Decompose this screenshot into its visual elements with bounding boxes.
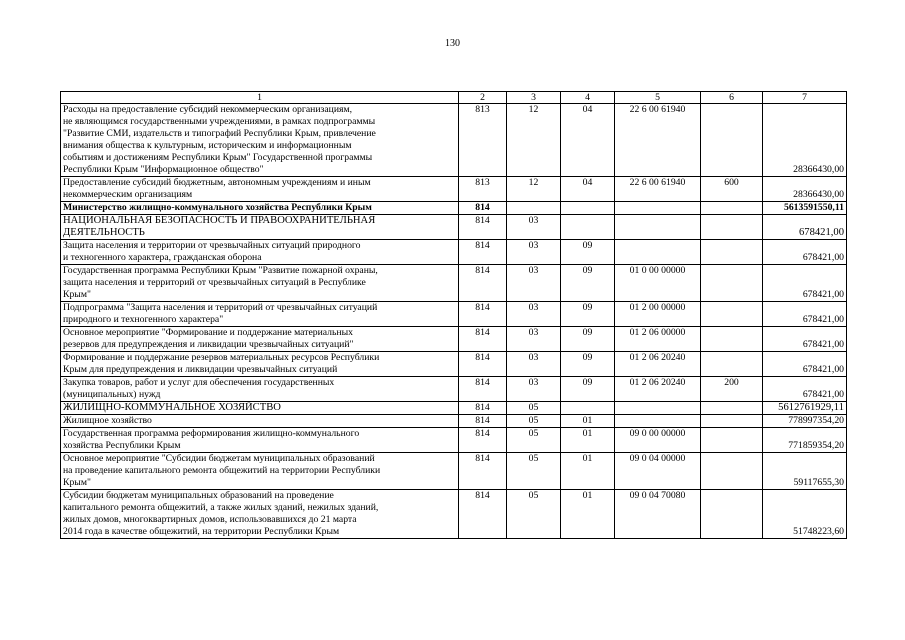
table-row [61, 327, 847, 352]
cell-expense-type [701, 402, 763, 415]
cell-grbs: 814 [459, 327, 507, 352]
cell-amount: 5612761929,11 [763, 402, 847, 415]
table-row [61, 215, 847, 240]
cell-subsection [561, 402, 615, 415]
cell-target-article: 01 2 00 00000 [615, 302, 701, 327]
cell-name: Формирование и поддержание резервов материальных ресурсов Республики Крым для предупреждения и ликвидации чрезвычайных ситуаций [61, 352, 459, 377]
cell-section: 05 [507, 402, 561, 415]
cell-target-article [615, 215, 701, 240]
cell-name: Основное мероприятие "Субсидии бюджетам муниципальных образований на проведение капитального ремонта общежитий на территории Республики Крым" [61, 453, 459, 490]
cell-amount: 778997354,20 [763, 415, 847, 428]
cell-subsection: 01 [561, 415, 615, 428]
cell-grbs: 814 [459, 240, 507, 265]
cell-amount: 678421,00 [763, 352, 847, 377]
cell-name: НАЦИОНАЛЬНАЯ БЕЗОПАСНОСТЬ И ПРАВООХРАНИТЕЛЬНАЯ ДЕЯТЕЛЬНОСТЬ [61, 215, 459, 240]
cell-grbs: 813 [459, 177, 507, 202]
cell-expense-type [701, 202, 763, 215]
cell-name: Расходы на предоставление субсидий некоммерческим организациям, не являющимся государственными учреждениями, в рамках подпрограммы "Развитие СМИ, издательств и типографий Республики Крым, привлечение внимания общества к культурным, историческим и информационным событиям и достижениям Республики Крым" Государственной программы Республики Крым "Информационное общество" [61, 104, 459, 177]
cell-subsection [561, 215, 615, 240]
cell-target-article: 22 6 00 61940 [615, 104, 701, 177]
table-body [61, 92, 847, 539]
table-row [61, 265, 847, 302]
cell-name: Подпрограмма "Защита населения и территорий от чрезвычайных ситуаций природного и техногенного характера" [61, 302, 459, 327]
cell-target-article: 09 0 04 70080 [615, 490, 701, 539]
cell-expense-type [701, 352, 763, 377]
cell-section: 03 [507, 302, 561, 327]
cell-amount: 771859354,20 [763, 428, 847, 453]
header-cell-2: 2 [459, 92, 507, 104]
cell-target-article [615, 415, 701, 428]
cell-grbs: 814 [459, 302, 507, 327]
cell-grbs: 814 [459, 490, 507, 539]
cell-grbs: 814 [459, 215, 507, 240]
table-row [61, 490, 847, 539]
cell-name: Закупка товаров, работ и услуг для обеспечения государственных (муниципальных) нужд [61, 377, 459, 402]
cell-target-article: 09 0 04 00000 [615, 453, 701, 490]
cell-amount: 678421,00 [763, 265, 847, 302]
cell-grbs: 814 [459, 415, 507, 428]
cell-expense-type [701, 415, 763, 428]
cell-amount: 678421,00 [763, 215, 847, 240]
cell-grbs: 814 [459, 352, 507, 377]
table-row [61, 177, 847, 202]
cell-expense-type [701, 240, 763, 265]
cell-amount: 678421,00 [763, 240, 847, 265]
cell-expense-type [701, 215, 763, 240]
cell-name: Основное мероприятие "Формирование и поддержание материальных резервов для предупреждения и ликвидации чрезвычайных ситуаций" [61, 327, 459, 352]
cell-name: Государственная программа реформирования жилищно-коммунального хозяйства Республики Крым [61, 428, 459, 453]
table-row [61, 302, 847, 327]
cell-expense-type: 600 [701, 177, 763, 202]
header-cell-3: 3 [507, 92, 561, 104]
cell-expense-type [701, 327, 763, 352]
header-cell-4: 4 [561, 92, 615, 104]
cell-section: 12 [507, 177, 561, 202]
table-row [61, 377, 847, 402]
cell-subsection: 04 [561, 177, 615, 202]
cell-expense-type [701, 104, 763, 177]
cell-expense-type [701, 453, 763, 490]
cell-subsection: 09 [561, 240, 615, 265]
cell-section: 03 [507, 240, 561, 265]
cell-expense-type: 200 [701, 377, 763, 402]
cell-name: Субсидии бюджетам муниципальных образований на проведение капитального ремонта общежитий, а также жилых зданий, нежилых зданий, жилых домов, многоквартирных домов, использовавшихся до 21 марта 2014 года в качестве общежитий, на территории Республики Крым [61, 490, 459, 539]
cell-expense-type [701, 428, 763, 453]
cell-name: Министерство жилищно-коммунального хозяйства Республики Крым [61, 202, 459, 215]
cell-section [507, 202, 561, 215]
table-row [61, 402, 847, 415]
cell-name: Государственная программа Республики Крым "Развитие пожарной охраны, защита населения и территорий от чрезвычайных ситуаций в Республике Крым" [61, 265, 459, 302]
cell-subsection: 01 [561, 490, 615, 539]
cell-amount: 28366430,00 [763, 177, 847, 202]
cell-target-article [615, 240, 701, 265]
cell-target-article: 01 2 06 20240 [615, 352, 701, 377]
header-cell-6: 6 [701, 92, 763, 104]
cell-amount: 678421,00 [763, 377, 847, 402]
cell-expense-type [701, 302, 763, 327]
cell-subsection: 09 [561, 352, 615, 377]
cell-amount: 678421,00 [763, 302, 847, 327]
cell-subsection: 09 [561, 327, 615, 352]
table-row [61, 240, 847, 265]
cell-amount: 5613591550,11 [763, 202, 847, 215]
budget-table [60, 91, 847, 539]
cell-target-article: 01 2 06 00000 [615, 327, 701, 352]
cell-target-article: 01 0 00 00000 [615, 265, 701, 302]
header-cell-7: 7 [763, 92, 847, 104]
cell-section: 03 [507, 215, 561, 240]
table-row [61, 202, 847, 215]
cell-section: 03 [507, 377, 561, 402]
cell-name: ЖИЛИЩНО-КОММУНАЛЬНОЕ ХОЗЯЙСТВО [61, 402, 459, 415]
cell-name: Защита населения и территории от чрезвычайных ситуаций природного и техногенного характера, гражданская оборона [61, 240, 459, 265]
cell-section: 03 [507, 265, 561, 302]
cell-section: 05 [507, 415, 561, 428]
table-row [61, 104, 847, 177]
cell-amount: 59117655,30 [763, 453, 847, 490]
cell-target-article: 01 2 06 20240 [615, 377, 701, 402]
cell-grbs: 814 [459, 265, 507, 302]
cell-grbs: 813 [459, 104, 507, 177]
cell-target-article [615, 402, 701, 415]
cell-target-article: 09 0 00 00000 [615, 428, 701, 453]
header-cell-5: 5 [615, 92, 701, 104]
cell-section: 05 [507, 490, 561, 539]
cell-expense-type [701, 265, 763, 302]
cell-amount: 678421,00 [763, 327, 847, 352]
cell-amount: 28366430,00 [763, 104, 847, 177]
cell-name: Жилищное хозяйство [61, 415, 459, 428]
table-row [61, 428, 847, 453]
cell-expense-type [701, 490, 763, 539]
table-row [61, 415, 847, 428]
cell-subsection: 09 [561, 377, 615, 402]
cell-subsection: 04 [561, 104, 615, 177]
cell-subsection: 09 [561, 265, 615, 302]
cell-grbs: 814 [459, 428, 507, 453]
cell-amount: 51748223,60 [763, 490, 847, 539]
cell-section: 05 [507, 453, 561, 490]
cell-name: Предоставление субсидий бюджетным, автономным учреждениям и иным некоммерческим организациям [61, 177, 459, 202]
cell-section: 03 [507, 327, 561, 352]
cell-target-article [615, 202, 701, 215]
cell-grbs: 814 [459, 377, 507, 402]
cell-grbs: 814 [459, 453, 507, 490]
cell-target-article: 22 6 00 61940 [615, 177, 701, 202]
cell-section: 12 [507, 104, 561, 177]
cell-subsection: 01 [561, 428, 615, 453]
cell-subsection: 01 [561, 453, 615, 490]
table-row [61, 352, 847, 377]
cell-subsection: 09 [561, 302, 615, 327]
cell-grbs: 814 [459, 202, 507, 215]
cell-section: 05 [507, 428, 561, 453]
cell-grbs: 814 [459, 402, 507, 415]
page-number: 130 [445, 38, 460, 49]
header-row [61, 92, 847, 104]
table-row [61, 453, 847, 490]
header-cell-1: 1 [61, 92, 459, 104]
cell-section: 03 [507, 352, 561, 377]
cell-subsection [561, 202, 615, 215]
